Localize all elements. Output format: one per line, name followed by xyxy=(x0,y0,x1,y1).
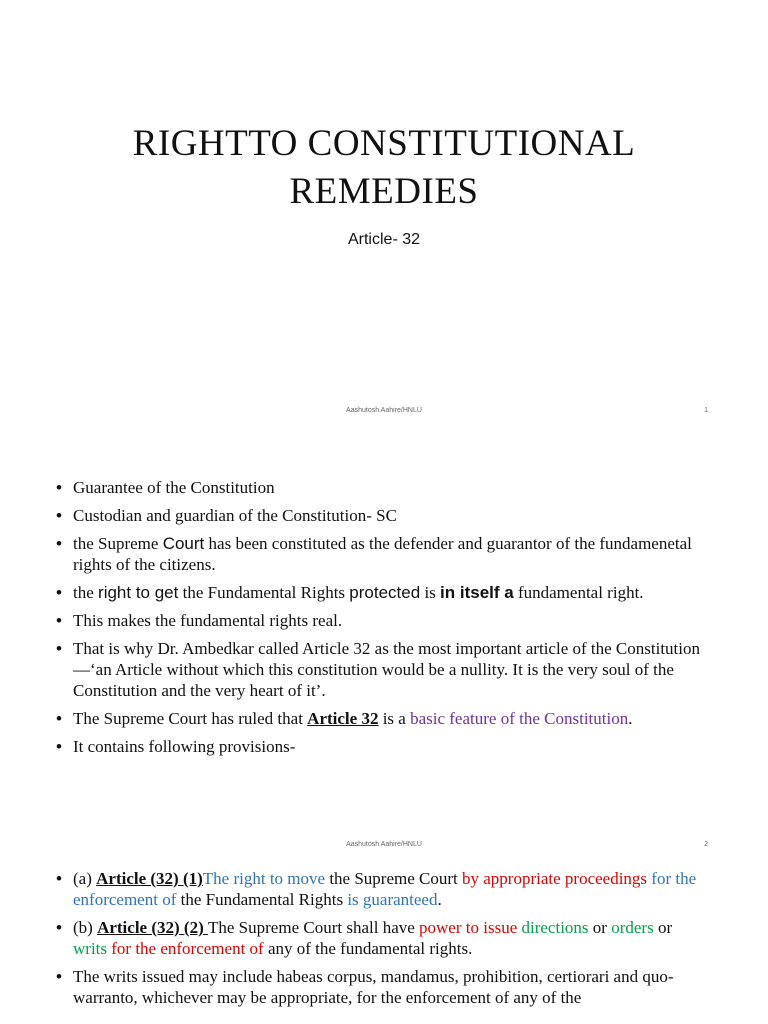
list-item xyxy=(56,868,706,910)
bullet-text: protected xyxy=(349,583,421,602)
bullet-text: the Fundamental Rights xyxy=(176,890,348,909)
bullet-text: . xyxy=(437,890,442,909)
bullet-text: right to get xyxy=(98,583,179,602)
slide-subtitle: Article- 32 xyxy=(347,231,421,248)
bullet-text: has been constituted as the defender and guarantor of the fundamenetal rights of the citizens. xyxy=(73,534,692,574)
bullet-text: in itself a xyxy=(440,583,514,602)
bullet-text: This makes the fundamental rights real. xyxy=(73,611,343,630)
article-reference: Article (32) (2) xyxy=(97,918,208,937)
bullet-text: The writs issued may include habeas corpus, mandamus, prohibition, certiorari and quo-warranto, whichever may be appropriate, for the enforcement of any of the xyxy=(73,967,674,1007)
bullet-text: is xyxy=(420,583,441,602)
title-line-2: REMEDIES xyxy=(289,171,479,212)
highlight-text: basic feature of the Constitution xyxy=(410,709,629,728)
bullet-text: It contains following provisions- xyxy=(73,737,296,756)
highlight-text: for the enforcement of xyxy=(107,939,264,958)
bullet-text: That is why Dr. Ambedkar called Article 32 as the most important article of the Constitution—‘an Article without which this constitution would be a nullity. It is the very soul of the Constitution and the very heart of it’. xyxy=(73,639,700,700)
bullet-text: fundamental right. xyxy=(513,583,644,602)
bullet-text: the Fundamental Rights xyxy=(178,583,350,602)
highlight-text: is guaranteed xyxy=(347,890,438,909)
bullet-text: Court xyxy=(162,534,205,553)
bullet-text: the xyxy=(73,583,99,602)
bullet-text: the Supreme Court xyxy=(325,869,462,888)
title-line-1: RIGHTTO CONSTITUTIONAL xyxy=(132,123,636,164)
highlight-text: The right to move xyxy=(202,869,326,888)
page-number: 2 xyxy=(704,841,708,848)
highlight-text: for the enforcement of xyxy=(73,869,697,909)
highlight-text: by appropriate proceedings xyxy=(462,869,648,888)
bullet-text: . xyxy=(628,709,633,728)
page-number: 1 xyxy=(704,407,708,414)
bullet-text: The Supreme Court shall have xyxy=(208,918,420,937)
bullet-text: or xyxy=(653,918,673,937)
highlight-text: directions xyxy=(517,918,589,937)
bullet-text: the Supreme xyxy=(73,534,163,553)
article-reference: Article 32 xyxy=(307,709,379,728)
highlight-text: writs xyxy=(73,939,107,958)
bullet-text: Custodian and guardian of the Constitution- SC xyxy=(73,506,397,525)
bullet-text: (a) xyxy=(73,869,97,888)
bullet-text: any of the fundamental rights. xyxy=(263,939,473,958)
slide-footer: Aashutosh Aahire/HNLU xyxy=(346,407,422,414)
bullet-list xyxy=(56,868,706,1015)
article-reference: Article (32) (1) xyxy=(96,869,203,888)
slide-footer: Aashutosh Aahire/HNLU xyxy=(346,841,422,848)
highlight-text: power to issue xyxy=(419,918,518,937)
bullet-text: (b) xyxy=(73,918,98,937)
bullet-text: The Supreme Court has ruled that xyxy=(73,709,308,728)
list-item xyxy=(56,917,706,959)
highlight-text: orders xyxy=(611,918,654,937)
bullet-text: or xyxy=(588,918,612,937)
list-item xyxy=(56,966,706,1008)
bullet-text: Guarantee of the Constitution xyxy=(73,478,275,497)
bullet-text: is a xyxy=(378,709,411,728)
